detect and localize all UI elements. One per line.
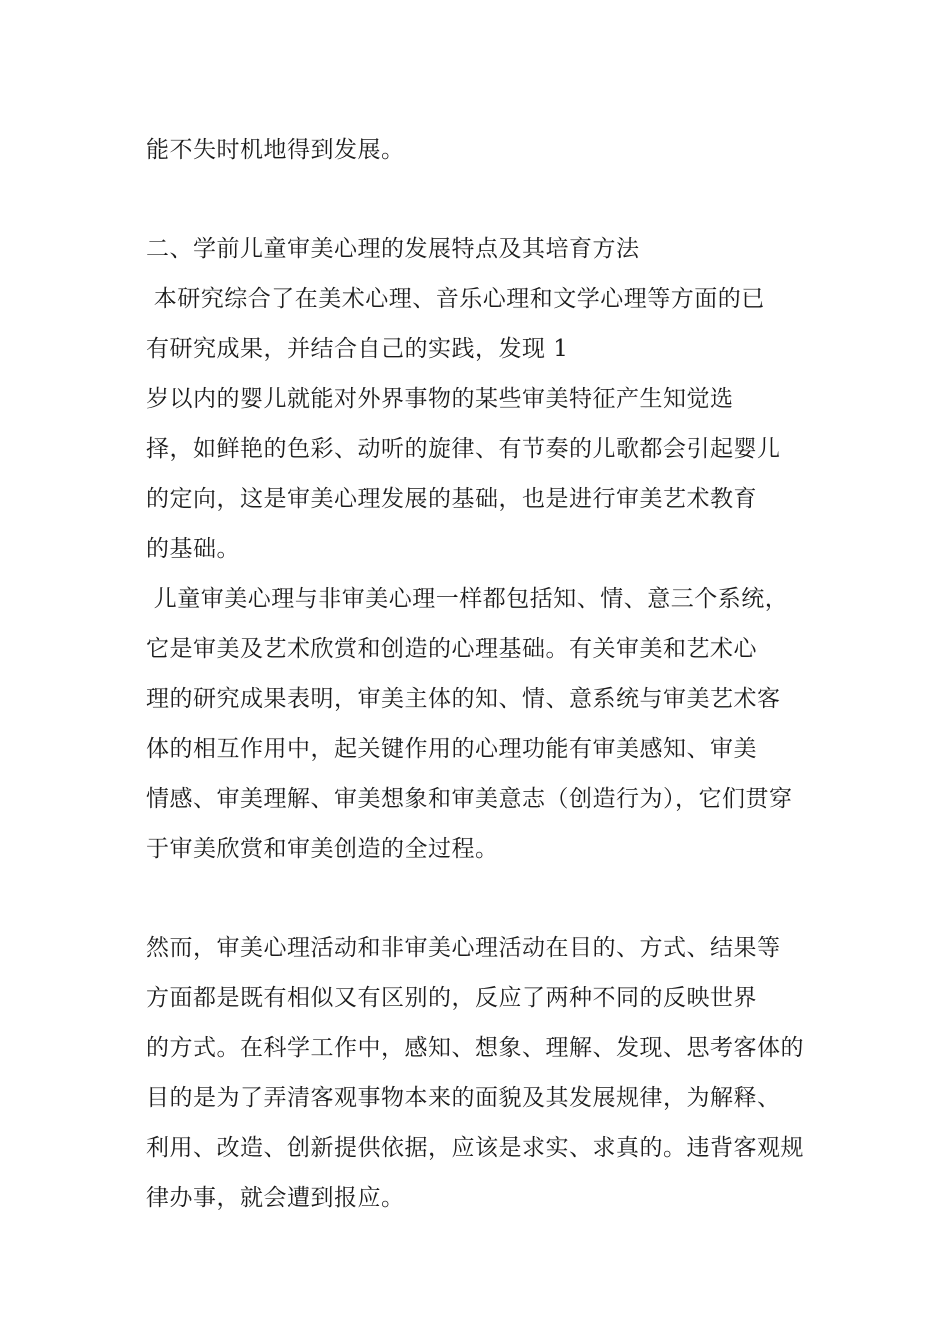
text-line: 律办事，就会遭到报应。 [146,1185,405,1211]
section-heading: 二、学前儿童审美心理的发展特点及其培育方法 [146,236,640,262]
text-line: 目的是为了弄清客观事物本来的面貌及其发展规律，为解释、 [146,1085,781,1111]
text-line: 岁以内的婴儿就能对外界事物的某些审美特征产生知觉选 [146,386,734,412]
text-line: 的基础。 [146,536,240,562]
text-line: 方面都是既有相似又有区别的，反应了两种不同的反映世界 [146,985,757,1011]
text-line: 能不失时机地得到发展。 [146,137,405,163]
text-line: 择，如鲜艳的色彩、动听的旋律、有节奏的儿歌都会引起婴儿 [146,436,781,462]
text-line: 理的研究成果表明，审美主体的知、情、意系统与审美艺术客 [146,686,781,712]
text-line: 情感、审美理解、审美想象和审美意志（创造行为），它们贯穿 [146,786,793,812]
text-line: 然而，审美心理活动和非审美心理活动在目的、方式、结果等 [146,935,781,961]
text-line: 体的相互作用中，起关键作用的心理功能有审美感知、审美 [146,736,757,762]
text-line: 利用、改造、创新提供依据，应该是求实、求真的。违背客观规 [146,1135,804,1161]
text-line: 有研究成果，并结合自己的实践，发现 1 [146,336,569,362]
text-line: 的定向，这是审美心理发展的基础，也是进行审美艺术教育 [146,486,757,512]
text-line: 的方式。在科学工作中，感知、想象、理解、发现、思考客体的 [146,1035,804,1061]
text-line: 儿童审美心理与非审美心理一样都包括知、情、意三个系统， [146,586,789,612]
text-line: 于审美欣赏和审美创造的全过程。 [146,836,499,862]
text-line: 本研究综合了在美术心理、音乐心理和文学心理等方面的已 [146,286,765,312]
text-line: 它是审美及艺术欣赏和创造的心理基础。有关审美和艺术心 [146,636,757,662]
